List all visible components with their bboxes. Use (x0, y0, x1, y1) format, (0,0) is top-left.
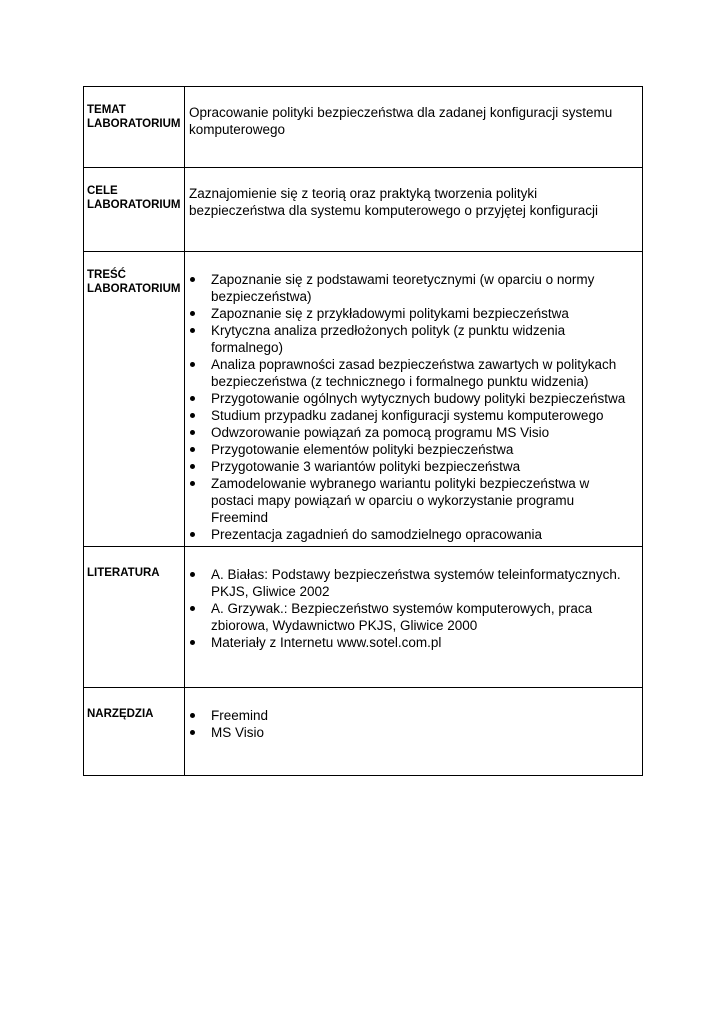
list-item-text: Prezentacja zagadnień do samodzielnego opracowania (211, 527, 542, 542)
list-item-text: Zapoznanie się z przykładowymi politykami bezpieczeństwa (211, 306, 569, 321)
list-item-text: Przygotowanie 3 wariantów polityki bezpieczeństwa (211, 459, 521, 474)
literatura-list (185, 547, 642, 651)
bullet-icon (190, 572, 195, 577)
list-item (190, 271, 632, 305)
list-item (190, 407, 632, 424)
list-item-text: Zapoznanie się z podstawami teoretycznymi (w oparciu o normy bezpieczeństwa) (211, 272, 595, 304)
value-cell-cele (185, 168, 643, 252)
list-item (190, 526, 632, 543)
value-cell-temat (185, 87, 643, 168)
list-item-text: A. Grzywak.: Bezpieczeństwo systemów komputerowych, praca zbiorowa, Wydawnictwo PKJS, Gliwice 2000 (211, 601, 593, 633)
label-tresc-line-2: LABORATORIUM (87, 283, 181, 295)
bullet-icon (190, 532, 195, 537)
list-item-text: Freemind (211, 708, 269, 723)
temat-text: Opracowanie polityki bezpieczeństwa dla zadanej konfiguracji systemu komputerowego (189, 105, 613, 137)
list-item-text: Przygotowanie ogólnych wytycznych budowy polityki bezpieczeństwa (211, 391, 626, 406)
list-item (190, 634, 632, 651)
list-item (190, 566, 632, 600)
bullet-icon (190, 464, 195, 469)
bullet-icon (190, 481, 195, 486)
row-cele (84, 168, 643, 252)
bullet-icon (190, 447, 195, 452)
tresc-list (185, 252, 642, 543)
list-item-text: Materiały z Internetu www.sotel.com.pl (211, 635, 442, 650)
row-literatura (84, 547, 643, 688)
list-item-text: A. Białas: Podstawy bezpieczeństwa systemów teleinformatycznych. PKJS, Gliwice 2002 (211, 567, 621, 599)
cele-text: Zaznajomienie się z teorią oraz praktyką tworzenia polityki bezpieczeństwa dla systemu komputerowego o przyjętej konfiguracji (189, 186, 598, 218)
list-item-text: Krytyczna analiza przedłożonych polityk (z punktu widzenia formalnego) (211, 323, 566, 355)
bullet-icon (190, 362, 195, 367)
row-temat (84, 87, 643, 168)
label-narzedzia: NARZĘDZIA (87, 708, 154, 720)
row-narzedzia (84, 688, 643, 776)
value-cell-literatura (185, 547, 643, 688)
list-item (190, 707, 632, 724)
bullet-icon (190, 277, 195, 282)
list-item (190, 475, 632, 526)
label-tresc-line-1: TREŚĆ (87, 269, 126, 281)
list-item-text: Studium przypadku zadanej konfiguracji systemu komputerowego (211, 408, 604, 423)
narzedzia-list (185, 688, 642, 741)
label-temat-line-1: TEMAT (87, 104, 126, 116)
row-tresc (84, 252, 643, 547)
bullet-icon (190, 396, 195, 401)
list-item (190, 441, 632, 458)
list-item-text: Zamodelowanie wybranego wariantu polityki bezpieczeństwa w postaci mapy powiązań w oparciu o wykorzystanie programu Freemind (211, 476, 590, 525)
bullet-icon (190, 413, 195, 418)
bullet-icon (190, 430, 195, 435)
lab-info-table (83, 86, 643, 776)
list-item (190, 390, 632, 407)
list-item (190, 600, 632, 634)
list-item-text: Analiza poprawności zasad bezpieczeństwa zawartych w politykach bezpieczeństwa (z technicznego i formalnego punktu widzenia) (211, 357, 617, 389)
list-item-text: Odwzorowanie powiązań za pomocą programu MS Visio (211, 425, 550, 440)
value-cell-narzedzia (185, 688, 643, 776)
bullet-icon (190, 606, 195, 611)
label-cell-narzedzia (84, 688, 185, 776)
bullet-icon (190, 713, 195, 718)
list-item (190, 724, 632, 741)
bullet-icon (190, 640, 195, 645)
list-item (190, 458, 632, 475)
list-item (190, 322, 632, 356)
list-item (190, 424, 632, 441)
bullet-icon (190, 311, 195, 316)
label-temat-line-2: LABORATORIUM (87, 118, 181, 130)
bullet-icon (190, 328, 195, 333)
label-cele-line-2: LABORATORIUM (87, 199, 181, 211)
list-item (190, 305, 632, 322)
label-cell-literatura (84, 547, 185, 688)
label-cell-cele (84, 168, 185, 252)
label-literatura: LITERATURA (87, 567, 160, 579)
label-cele-line-1: CELE (87, 185, 118, 197)
label-cell-temat (84, 87, 185, 168)
label-cell-tresc (84, 252, 185, 547)
list-item-text: MS Visio (211, 725, 265, 740)
value-cell-tresc (185, 252, 643, 547)
bullet-icon (190, 730, 195, 735)
list-item (190, 356, 632, 390)
list-item-text: Przygotowanie elementów polityki bezpieczeństwa (211, 442, 514, 457)
